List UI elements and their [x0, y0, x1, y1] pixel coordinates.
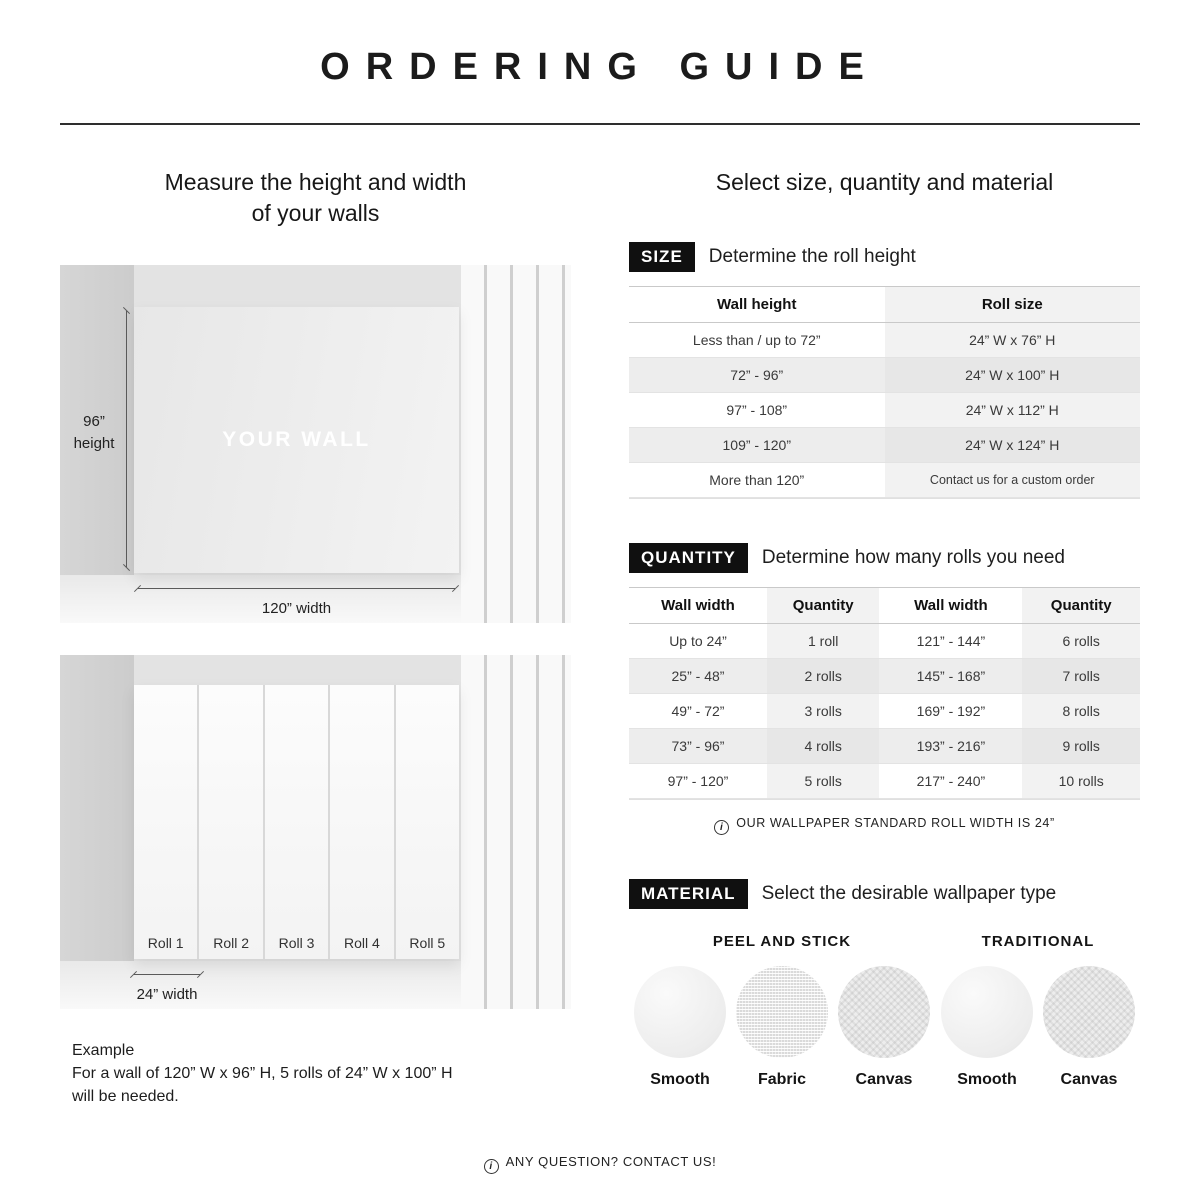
roll-panel	[396, 685, 459, 959]
back-wall	[134, 307, 459, 573]
fabric-texture-icon	[736, 966, 828, 1058]
smooth-texture-icon	[941, 966, 1033, 1058]
quantity-table-row	[629, 729, 1140, 764]
roll-label: Roll 2	[213, 935, 249, 952]
quantity-table-row	[629, 624, 1140, 659]
quantity-cell: 1 roll	[767, 624, 879, 658]
size-table-header	[629, 287, 1140, 323]
quantity-cell: 5 rolls	[767, 764, 879, 798]
info-icon: i	[714, 820, 729, 835]
height-dimension-line	[126, 311, 127, 567]
roll-size-cell: 24” W x 100” H	[885, 358, 1141, 392]
title-divider	[60, 123, 1140, 125]
quantity-subtitle: Determine how many rolls you need	[761, 547, 1065, 569]
material-swatch	[1040, 966, 1138, 1089]
quantity-table-header	[629, 588, 1140, 624]
wall-height-cell: Less than / up to 72”	[692, 332, 821, 349]
col-roll-size: Roll size	[885, 287, 1141, 322]
swatch-label: Canvas	[1060, 1071, 1118, 1089]
quantity-table	[629, 587, 1140, 800]
wall-measure-diagram	[60, 265, 571, 623]
custom-order-note: Contact us for a custom order	[929, 473, 1095, 488]
roll-panel	[199, 685, 264, 959]
window-panes	[461, 265, 571, 623]
rolls-diagram	[60, 655, 571, 1009]
swatch-label: Fabric	[757, 1071, 806, 1089]
wall-height-cell: 72” - 96”	[629, 358, 885, 392]
wall-height-cell: 97” - 108”	[726, 402, 788, 419]
wall-width-cell: 49” - 72”	[671, 703, 725, 720]
roll-label: Roll 3	[278, 935, 315, 952]
size-section-header	[629, 242, 1140, 272]
col-wall-width: Wall width	[661, 597, 735, 615]
wall-width-cell: 25” - 48”	[629, 659, 767, 693]
material-groups	[629, 933, 1140, 1089]
size-table-row	[629, 428, 1140, 463]
material-swatch	[835, 966, 933, 1089]
smooth-texture-icon	[634, 966, 726, 1058]
material-group-traditional	[938, 933, 1138, 1089]
quantity-section-header	[629, 543, 1140, 573]
canvas-texture-icon	[1043, 966, 1135, 1058]
your-wall-label: YOUR WALL	[222, 428, 371, 452]
height-word: height	[73, 434, 115, 452]
example-block	[60, 1039, 571, 1109]
material-subtitle: Select the desirable wallpaper type	[761, 883, 1057, 905]
roll-label: Roll 1	[147, 935, 184, 952]
footer-note-text: ANY QUESTION? CONTACT US!	[505, 1154, 717, 1169]
quantity-table-row	[629, 659, 1140, 694]
material-swatch	[938, 966, 1036, 1089]
footer-contact-note	[0, 1154, 1200, 1174]
wall-width-cell: 217” - 240”	[916, 773, 986, 790]
roll-size-cell: 24” W x 76” H	[885, 323, 1141, 357]
window-panes	[461, 655, 571, 1009]
quantity-cell: 7 rolls	[1022, 659, 1140, 693]
roll-label: Roll 5	[409, 935, 446, 952]
quantity-badge: QUANTITY	[629, 543, 748, 573]
right-heading: Select size, quantity and material	[715, 169, 1054, 195]
roll-panel	[265, 685, 330, 959]
wall-width-cell: 169” - 192”	[916, 703, 986, 720]
swatch-label: Smooth	[957, 1071, 1017, 1089]
roll-size-cell	[885, 463, 1141, 497]
size-table-row	[629, 393, 1140, 428]
quantity-cell: 4 rolls	[767, 729, 879, 763]
wall-height-cell: 109” - 120”	[629, 428, 885, 462]
wall-width-cell: 145” - 168”	[879, 659, 1022, 693]
group-title: TRADITIONAL	[981, 933, 1095, 951]
example-line1: For a wall of 120” W x 96” H, 5 rolls of 24” W x 100” H	[72, 1065, 453, 1083]
quantity-cell: 3 rolls	[767, 694, 879, 728]
roll-panels	[134, 685, 459, 959]
group-title: PEEL AND STICK	[712, 933, 852, 951]
wall-width-cell: 121” - 144”	[916, 633, 986, 650]
roll-size-cell: 24” W x 112” H	[885, 393, 1141, 427]
wall-width-cell: 73” - 96”	[629, 729, 767, 763]
left-wall	[60, 655, 134, 1009]
roll-panel	[330, 685, 395, 959]
select-column	[629, 167, 1140, 1109]
swatch-label: Smooth	[650, 1071, 710, 1089]
quantity-cell: 6 rolls	[1022, 624, 1140, 658]
left-heading-line2: of your walls	[251, 200, 380, 227]
col-wall-width: Wall width	[914, 597, 988, 615]
wall-width-cell: 193” - 216”	[879, 729, 1022, 763]
material-section-header	[629, 879, 1140, 909]
roll-size-cell: 24” W x 124” H	[885, 428, 1141, 462]
roll-label: Roll 4	[344, 935, 380, 952]
size-table-row	[629, 323, 1140, 358]
col-wall-height: Wall height	[717, 296, 797, 314]
canvas-texture-icon	[838, 966, 930, 1058]
quantity-cell: 10 rolls	[1022, 764, 1140, 798]
size-subtitle: Determine the roll height	[708, 246, 916, 268]
left-heading-line1: Measure the height and width	[164, 169, 467, 195]
swatch-label: Canvas	[855, 1071, 913, 1089]
material-badge: MATERIAL	[629, 879, 748, 909]
roll-width-note	[629, 816, 1140, 835]
size-table-row	[629, 358, 1140, 393]
material-swatch	[733, 966, 831, 1089]
col-quantity: Quantity	[1022, 588, 1140, 623]
width-dimension-label: 120” width	[261, 600, 332, 618]
size-badge: SIZE	[629, 242, 695, 272]
wall-width-cell: 97” - 120”	[667, 773, 729, 790]
roll-width-dimension-label: 24” width	[136, 986, 198, 1004]
roll-panel	[134, 685, 199, 959]
quantity-cell: 8 rolls	[1022, 694, 1140, 728]
size-table-row	[629, 463, 1140, 498]
material-swatch	[631, 966, 729, 1089]
roll-width-note-text: OUR WALLPAPER STANDARD ROLL WIDTH IS 24”	[736, 816, 1055, 831]
quantity-cell: 2 rolls	[767, 659, 879, 693]
material-group-peel-and-stick	[631, 933, 933, 1089]
height-value: 96”	[83, 413, 105, 431]
info-icon: i	[484, 1159, 499, 1174]
quantity-cell: 9 rolls	[1022, 729, 1140, 763]
example-title: Example	[72, 1042, 135, 1060]
example-line2: will be needed.	[72, 1088, 179, 1106]
wall-height-cell: More than 120”	[709, 472, 805, 489]
size-table	[629, 286, 1140, 499]
col-quantity: Quantity	[767, 588, 879, 623]
height-dimension-label	[64, 411, 124, 455]
width-dimension-line	[138, 588, 455, 589]
left-heading	[60, 167, 571, 229]
measure-column	[60, 167, 571, 1109]
quantity-table-row	[629, 764, 1140, 799]
roll-width-dimension-line	[134, 974, 200, 975]
quantity-table-row	[629, 694, 1140, 729]
wall-width-cell: Up to 24”	[669, 633, 727, 650]
page-title: ORDERING GUIDE	[320, 46, 880, 88]
